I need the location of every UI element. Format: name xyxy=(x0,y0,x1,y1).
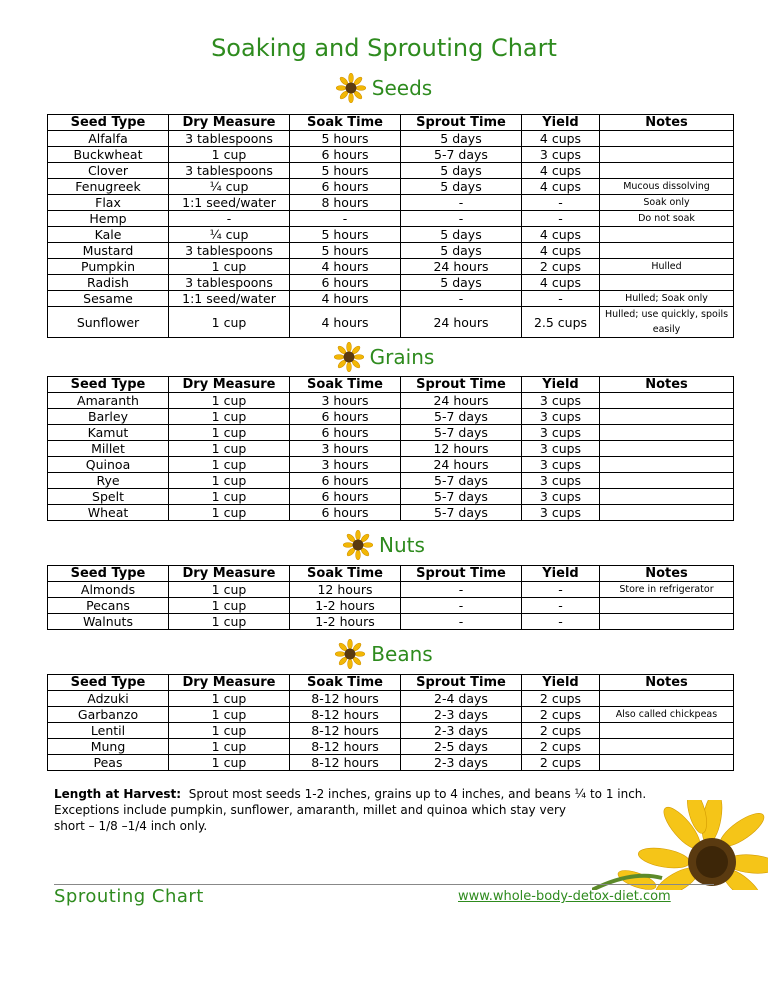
cell-yield: 2 cups xyxy=(522,755,600,771)
cell-soak-time: 6 hours xyxy=(290,473,401,489)
cell-notes: Store in refrigerator xyxy=(600,582,734,598)
header-seed-type: Seed Type xyxy=(48,566,169,582)
table-row xyxy=(48,179,734,195)
cell-sprout-time: 24 hours xyxy=(401,457,522,473)
cell-sprout-time: - xyxy=(401,211,522,227)
table-row xyxy=(48,707,734,723)
cell-sprout-time: 2-3 days xyxy=(401,723,522,739)
cell-notes: Hulled; use quickly, spoils easily xyxy=(600,307,734,338)
cell-dry-measure: 1:1 seed/water xyxy=(169,195,290,211)
cell-yield: 2 cups xyxy=(522,707,600,723)
cell-yield: 4 cups xyxy=(522,243,600,259)
cell-yield: 3 cups xyxy=(522,505,600,521)
cell-seed-type: Sesame xyxy=(48,291,169,307)
cell-sprout-time: 2-5 days xyxy=(401,739,522,755)
cell-seed-type: Pumpkin xyxy=(48,259,169,275)
cell-dry-measure: 3 tablespoons xyxy=(169,163,290,179)
cell-dry-measure: 3 tablespoons xyxy=(169,131,290,147)
table-row xyxy=(48,473,734,489)
cell-notes: Soak only xyxy=(600,195,734,211)
cell-sprout-time: 5-7 days xyxy=(401,489,522,505)
seeds-table-body xyxy=(48,131,734,338)
cell-soak-time: 6 hours xyxy=(290,425,401,441)
header-yield: Yield xyxy=(522,566,600,582)
cell-dry-measure: 1 cup xyxy=(169,457,290,473)
cell-yield: - xyxy=(522,598,600,614)
cell-yield: 3 cups xyxy=(522,393,600,409)
header-dry-measure: Dry Measure xyxy=(169,675,290,691)
table-row xyxy=(48,393,734,409)
cell-yield: 3 cups xyxy=(522,489,600,505)
cell-seed-type: Mustard xyxy=(48,243,169,259)
cell-seed-type: Quinoa xyxy=(48,457,169,473)
table-row xyxy=(48,691,734,707)
cell-sprout-time: 5-7 days xyxy=(401,505,522,521)
cell-dry-measure: - xyxy=(169,211,290,227)
cell-seed-type: Adzuki xyxy=(48,691,169,707)
cell-notes xyxy=(600,691,734,707)
cell-seed-type: Almonds xyxy=(48,582,169,598)
header-yield: Yield xyxy=(522,115,600,131)
cell-soak-time: 8-12 hours xyxy=(290,691,401,707)
header-sprout-time: Sprout Time xyxy=(401,566,522,582)
cell-notes xyxy=(600,723,734,739)
cell-dry-measure: 1:1 seed/water xyxy=(169,291,290,307)
cell-seed-type: Hemp xyxy=(48,211,169,227)
cell-soak-time: 5 hours xyxy=(290,131,401,147)
cell-notes xyxy=(600,227,734,243)
cell-soak-time: 5 hours xyxy=(290,243,401,259)
sunflower-icon xyxy=(336,73,366,103)
cell-soak-time: 3 hours xyxy=(290,393,401,409)
cell-dry-measure: 1 cup xyxy=(169,393,290,409)
cell-yield: - xyxy=(522,195,600,211)
cell-seed-type: Fenugreek xyxy=(48,179,169,195)
header-yield: Yield xyxy=(522,377,600,393)
cell-seed-type: Barley xyxy=(48,409,169,425)
cell-seed-type: Kale xyxy=(48,227,169,243)
cell-yield: 4 cups xyxy=(522,275,600,291)
cell-dry-measure: 3 tablespoons xyxy=(169,243,290,259)
cell-dry-measure: 1 cup xyxy=(169,147,290,163)
cell-soak-time: 8-12 hours xyxy=(290,707,401,723)
cell-sprout-time: 24 hours xyxy=(401,393,522,409)
cell-notes xyxy=(600,473,734,489)
cell-yield: 4 cups xyxy=(522,163,600,179)
cell-dry-measure: 1 cup xyxy=(169,259,290,275)
cell-dry-measure: 1 cup xyxy=(169,505,290,521)
cell-sprout-time: 2-3 days xyxy=(401,707,522,723)
cell-notes: Also called chickpeas xyxy=(600,707,734,723)
cell-soak-time: 4 hours xyxy=(290,307,401,338)
sunflower-icon xyxy=(334,342,364,372)
table-header-row xyxy=(48,566,734,582)
header-seed-type: Seed Type xyxy=(48,115,169,131)
cell-dry-measure: 1 cup xyxy=(169,723,290,739)
header-dry-measure: Dry Measure xyxy=(169,566,290,582)
table-row xyxy=(48,131,734,147)
table-row xyxy=(48,489,734,505)
table-row xyxy=(48,441,734,457)
cell-yield: 2 cups xyxy=(522,739,600,755)
table-row xyxy=(48,147,734,163)
cell-sprout-time: 5 days xyxy=(401,179,522,195)
table-row xyxy=(48,291,734,307)
table-header-row xyxy=(48,377,734,393)
section-label: Beans xyxy=(371,642,433,666)
cell-dry-measure: 3 tablespoons xyxy=(169,275,290,291)
cell-notes xyxy=(600,598,734,614)
cell-seed-type: Wheat xyxy=(48,505,169,521)
cell-sprout-time: - xyxy=(401,582,522,598)
table-header-row xyxy=(48,115,734,131)
cell-yield: - xyxy=(522,291,600,307)
cell-seed-type: Buckwheat xyxy=(48,147,169,163)
cell-soak-time: 6 hours xyxy=(290,409,401,425)
cell-yield: 3 cups xyxy=(522,441,600,457)
header-soak-time: Soak Time xyxy=(290,675,401,691)
cell-dry-measure: 1 cup xyxy=(169,707,290,723)
section-label: Grains xyxy=(369,345,435,369)
cell-yield: 2 cups xyxy=(522,691,600,707)
header-dry-measure: Dry Measure xyxy=(169,377,290,393)
cell-soak-time: 8-12 hours xyxy=(290,755,401,771)
table-row xyxy=(48,723,734,739)
cell-dry-measure: 1 cup xyxy=(169,691,290,707)
cell-sprout-time: 5 days xyxy=(401,227,522,243)
cell-soak-time: 6 hours xyxy=(290,275,401,291)
cell-soak-time: 6 hours xyxy=(290,179,401,195)
cell-soak-time: 6 hours xyxy=(290,489,401,505)
header-yield: Yield xyxy=(522,675,600,691)
cell-notes xyxy=(600,457,734,473)
cell-sprout-time: 5 days xyxy=(401,243,522,259)
table-row xyxy=(48,195,734,211)
header-sprout-time: Sprout Time xyxy=(401,377,522,393)
cell-soak-time: - xyxy=(290,211,401,227)
table-row xyxy=(48,598,734,614)
cell-sprout-time: 5-7 days xyxy=(401,425,522,441)
cell-sprout-time: 5-7 days xyxy=(401,147,522,163)
table-row xyxy=(48,614,734,630)
cell-seed-type: Millet xyxy=(48,441,169,457)
cell-yield: 2 cups xyxy=(522,723,600,739)
header-notes: Notes xyxy=(600,675,734,691)
beans-table xyxy=(47,674,734,771)
cell-sprout-time: - xyxy=(401,598,522,614)
cell-notes xyxy=(600,131,734,147)
header-dry-measure: Dry Measure xyxy=(169,115,290,131)
sunflower-icon xyxy=(343,530,373,560)
nuts-table xyxy=(47,565,734,630)
cell-seed-type: Spelt xyxy=(48,489,169,505)
cell-dry-measure: ¼ cup xyxy=(169,179,290,195)
cell-dry-measure: 1 cup xyxy=(169,739,290,755)
cell-notes xyxy=(600,275,734,291)
cell-sprout-time: 12 hours xyxy=(401,441,522,457)
cell-dry-measure: ¼ cup xyxy=(169,227,290,243)
cell-seed-type: Flax xyxy=(48,195,169,211)
cell-soak-time: 6 hours xyxy=(290,147,401,163)
cell-sprout-time: 2-4 days xyxy=(401,691,522,707)
table-row xyxy=(48,582,734,598)
cell-sprout-time: - xyxy=(401,195,522,211)
table-row xyxy=(48,409,734,425)
cell-soak-time: 3 hours xyxy=(290,457,401,473)
cell-notes xyxy=(600,489,734,505)
footer-link[interactable]: www.whole-body-detox-diet.com xyxy=(458,889,671,904)
seeds-table xyxy=(47,114,734,338)
cell-seed-type: Rye xyxy=(48,473,169,489)
table-row xyxy=(48,243,734,259)
cell-soak-time: 12 hours xyxy=(290,582,401,598)
cell-yield: 4 cups xyxy=(522,179,600,195)
cell-notes xyxy=(600,739,734,755)
section-heading-grains xyxy=(0,339,768,375)
table-row xyxy=(48,259,734,275)
cell-notes xyxy=(600,243,734,259)
cell-dry-measure: 1 cup xyxy=(169,598,290,614)
cell-notes xyxy=(600,755,734,771)
harvest-line-3: short – 1/8 –1/4 inch only. xyxy=(54,819,208,833)
header-notes: Notes xyxy=(600,566,734,582)
cell-notes xyxy=(600,163,734,179)
cell-sprout-time: - xyxy=(401,291,522,307)
section-heading-seeds xyxy=(0,70,768,106)
nuts-table-body xyxy=(48,582,734,630)
cell-seed-type: Peas xyxy=(48,755,169,771)
table-row xyxy=(48,163,734,179)
harvest-label: Length at Harvest: xyxy=(54,787,182,801)
cell-sprout-time: - xyxy=(401,614,522,630)
cell-yield: - xyxy=(522,211,600,227)
cell-notes: Do not soak xyxy=(600,211,734,227)
cell-seed-type: Radish xyxy=(48,275,169,291)
cell-sprout-time: 5 days xyxy=(401,275,522,291)
section-heading-nuts xyxy=(0,527,768,563)
cell-sprout-time: 5-7 days xyxy=(401,409,522,425)
cell-dry-measure: 1 cup xyxy=(169,425,290,441)
header-soak-time: Soak Time xyxy=(290,377,401,393)
grains-table-body xyxy=(48,393,734,521)
cell-seed-type: Clover xyxy=(48,163,169,179)
cell-dry-measure: 1 cup xyxy=(169,307,290,338)
cell-yield: 4 cups xyxy=(522,227,600,243)
cell-seed-type: Mung xyxy=(48,739,169,755)
cell-soak-time: 6 hours xyxy=(290,505,401,521)
header-sprout-time: Sprout Time xyxy=(401,115,522,131)
cell-notes: Hulled xyxy=(600,259,734,275)
beans-table-body xyxy=(48,691,734,771)
cell-seed-type: Garbanzo xyxy=(48,707,169,723)
header-sprout-time: Sprout Time xyxy=(401,675,522,691)
cell-soak-time: 8-12 hours xyxy=(290,739,401,755)
grains-table xyxy=(47,376,734,521)
cell-soak-time: 8-12 hours xyxy=(290,723,401,739)
header-seed-type: Seed Type xyxy=(48,675,169,691)
page-title: Soaking and Sprouting Chart xyxy=(211,34,557,62)
cell-yield: 3 cups xyxy=(522,457,600,473)
cell-dry-measure: 1 cup xyxy=(169,489,290,505)
cell-soak-time: 1-2 hours xyxy=(290,598,401,614)
cell-sprout-time: 5-7 days xyxy=(401,473,522,489)
cell-yield: - xyxy=(522,582,600,598)
cell-notes xyxy=(600,505,734,521)
cell-yield: 3 cups xyxy=(522,409,600,425)
cell-seed-type: Kamut xyxy=(48,425,169,441)
section-label: Nuts xyxy=(379,533,425,557)
cell-notes: Hulled; Soak only xyxy=(600,291,734,307)
cell-yield: 2 cups xyxy=(522,259,600,275)
table-header-row xyxy=(48,675,734,691)
sunflower-image xyxy=(592,800,768,890)
cell-soak-time: 5 hours xyxy=(290,163,401,179)
cell-yield: 3 cups xyxy=(522,473,600,489)
cell-notes: Mucous dissolving xyxy=(600,179,734,195)
harvest-line-1: Sprout most seeds 1-2 inches, grains up to 4 inches, and beans ¼ to 1 inch. xyxy=(188,787,647,801)
cell-sprout-time: 5 days xyxy=(401,163,522,179)
harvest-line-2: Exceptions include pumpkin, sunflower, amaranth, millet and quinoa which stay very xyxy=(54,803,566,817)
cell-soak-time: 3 hours xyxy=(290,441,401,457)
cell-yield: - xyxy=(522,614,600,630)
cell-soak-time: 8 hours xyxy=(290,195,401,211)
section-heading-beans xyxy=(0,636,768,672)
table-row xyxy=(48,211,734,227)
cell-seed-type: Walnuts xyxy=(48,614,169,630)
cell-dry-measure: 1 cup xyxy=(169,409,290,425)
header-soak-time: Soak Time xyxy=(290,115,401,131)
cell-seed-type: Alfalfa xyxy=(48,131,169,147)
table-row xyxy=(48,755,734,771)
table-row xyxy=(48,505,734,521)
header-notes: Notes xyxy=(600,115,734,131)
cell-sprout-time: 24 hours xyxy=(401,259,522,275)
footer-title: Sprouting Chart xyxy=(54,886,204,907)
cell-notes xyxy=(600,614,734,630)
table-row xyxy=(48,307,734,338)
cell-sprout-time: 5 days xyxy=(401,131,522,147)
table-row xyxy=(48,457,734,473)
cell-seed-type: Pecans xyxy=(48,598,169,614)
cell-dry-measure: 1 cup xyxy=(169,614,290,630)
cell-soak-time: 4 hours xyxy=(290,291,401,307)
cell-sprout-time: 2-3 days xyxy=(401,755,522,771)
cell-soak-time: 1-2 hours xyxy=(290,614,401,630)
cell-sprout-time: 24 hours xyxy=(401,307,522,338)
table-row xyxy=(48,275,734,291)
footer-divider xyxy=(54,884,714,885)
cell-dry-measure: 1 cup xyxy=(169,582,290,598)
header-seed-type: Seed Type xyxy=(48,377,169,393)
sunflower-icon xyxy=(335,639,365,669)
header-soak-time: Soak Time xyxy=(290,566,401,582)
table-row xyxy=(48,739,734,755)
cell-notes xyxy=(600,425,734,441)
cell-dry-measure: 1 cup xyxy=(169,755,290,771)
cell-dry-measure: 1 cup xyxy=(169,441,290,457)
cell-seed-type: Sunflower xyxy=(48,307,169,338)
cell-seed-type: Amaranth xyxy=(48,393,169,409)
cell-notes xyxy=(600,147,734,163)
cell-soak-time: 4 hours xyxy=(290,259,401,275)
cell-yield: 2.5 cups xyxy=(522,307,600,338)
table-row xyxy=(48,227,734,243)
cell-notes xyxy=(600,393,734,409)
cell-soak-time: 5 hours xyxy=(290,227,401,243)
table-row xyxy=(48,425,734,441)
cell-notes xyxy=(600,409,734,425)
cell-yield: 3 cups xyxy=(522,147,600,163)
section-label: Seeds xyxy=(371,76,433,100)
cell-yield: 4 cups xyxy=(522,131,600,147)
cell-seed-type: Lentil xyxy=(48,723,169,739)
cell-yield: 3 cups xyxy=(522,425,600,441)
cell-dry-measure: 1 cup xyxy=(169,473,290,489)
cell-notes xyxy=(600,441,734,457)
header-notes: Notes xyxy=(600,377,734,393)
